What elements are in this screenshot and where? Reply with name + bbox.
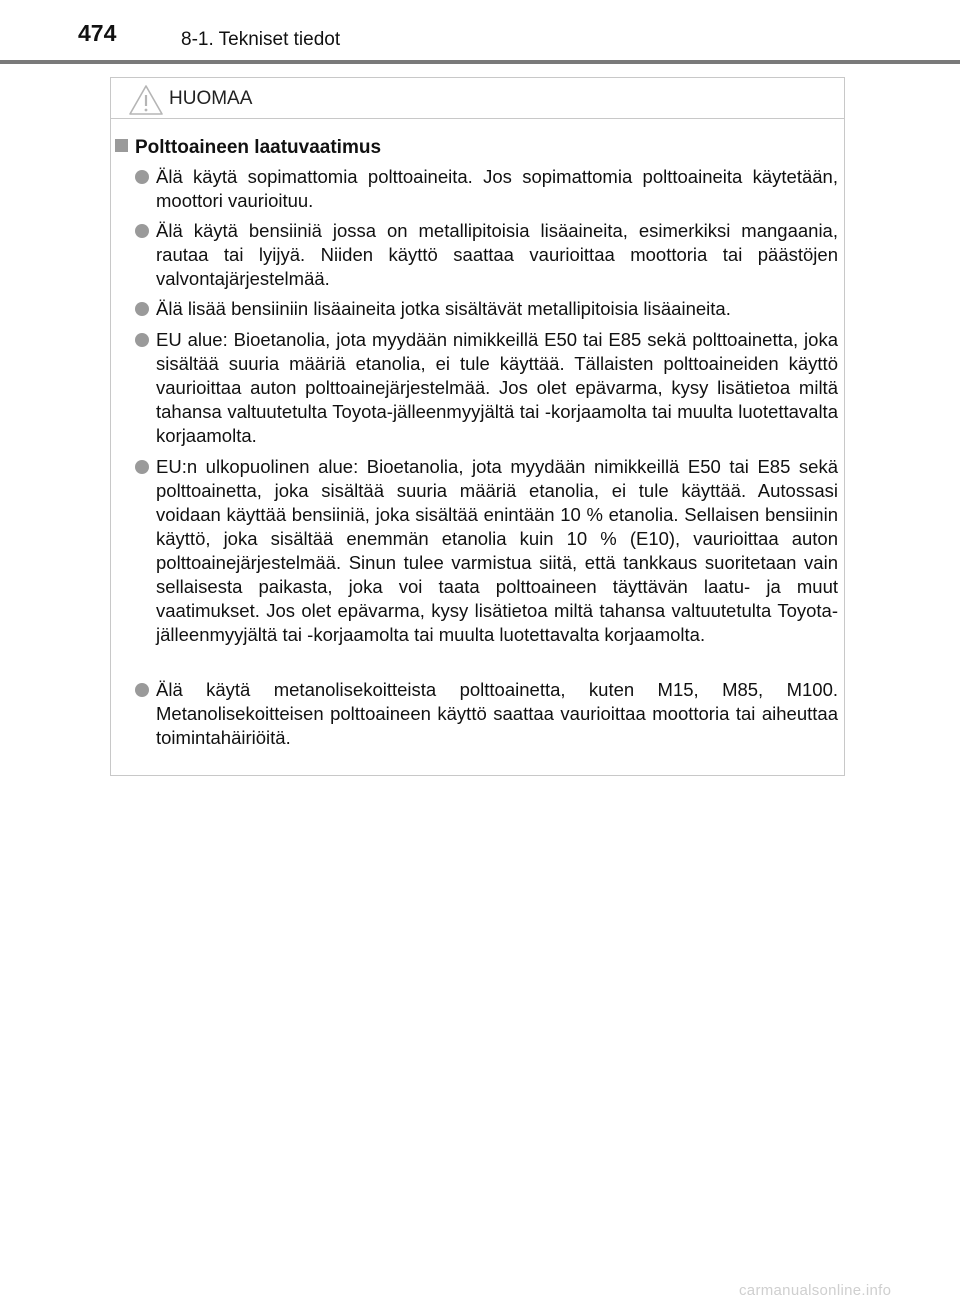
list-item-text: EU:n ulkopuolinen alue: Bioetanolia, jota myydään nimikkeillä E50 tai E85 sekä polttoainetta, joka sisältää suuria määriä etanolia, ei tule käyttää. Autossasi voidaan käyttää bensiiniä, joka sisältää enintään 10 % etanolia. Sellaisen bensiinin käyttö, joka sisältää enemmän etanolia kuin 10 % (E10), vaurioittaa auton polttoainejärjestelmää. Sinun tulee varmistua siitä, että tankkaus suoritetaan vain sellaisesta paikasta, joka voi taata polttoaineen täyttävän laatu- ja muut vaatimukset. Jos olet epävarma, kysy lisätietoa miltä tahansa valtuutetulta Toyota-jälleenmyyjältä tai -korjaamolta tai muulta luotettavalta korjaamolta. bbox=[156, 456, 838, 645]
list-item bbox=[135, 297, 838, 321]
subheading bbox=[115, 137, 381, 159]
list-item-text: Älä käytä bensiiniä jossa on metallipitoisia lisäaineita, esimerkiksi mangaania, rautaa tai lyijyä. Niiden käyttö saattaa vaurioittaa moottoria tai päästöjen valvontajärjestelmää. bbox=[156, 220, 838, 289]
section-title: 8-1. Tekniset tiedot bbox=[181, 29, 341, 50]
list-item-text: Älä käytä metanolisekoitteista polttoainetta, kuten M15, M85, M100. Metanolisekoitteisen polttoaineen käyttö saattaa vaurioittaa moottoria tai aiheuttaa toimintahäiriöitä. bbox=[156, 679, 838, 748]
notice-title: HUOMAA bbox=[169, 88, 253, 109]
round-bullet-icon bbox=[135, 224, 149, 238]
warning-triangle-icon bbox=[128, 84, 164, 116]
list-item bbox=[135, 455, 838, 647]
round-bullet-icon bbox=[135, 302, 149, 316]
round-bullet-icon bbox=[135, 170, 149, 184]
list-item-text: EU alue: Bioetanolia, jota myydään nimikkeillä E50 tai E85 sekä polttoainetta, joka sisältää suuria määriä etanolia, ei tule käyttää. Tällaisten polttoaineiden käyttö vaurioittaa auton polttoainejärjestelmää. Jos olet epävarma, kysy lisätietoa miltä tahansa valtuutetulta Toyota-jälleenmyyjältä tai -korjaamolta tai muulta luotettavalta korjaamolta. bbox=[156, 329, 838, 446]
page-number: 474 bbox=[78, 20, 117, 46]
notice-box bbox=[110, 77, 845, 776]
list-item bbox=[135, 165, 838, 213]
round-bullet-icon bbox=[135, 460, 149, 474]
round-bullet-icon bbox=[135, 683, 149, 697]
header-divider bbox=[0, 60, 960, 64]
subheading-text: Polttoaineen laatuvaatimus bbox=[135, 137, 382, 158]
list-item-text: Älä käytä sopimattomia polttoaineita. Jos sopimattomia polttoaineita käytetään, moottori vaurioituu. bbox=[156, 166, 838, 211]
list-item bbox=[135, 328, 838, 448]
notice-header bbox=[111, 78, 844, 119]
list-item bbox=[135, 678, 838, 750]
list-item-text: Älä lisää bensiiniin lisäaineita jotka sisältävät metallipitoisia lisäaineita. bbox=[156, 298, 731, 319]
round-bullet-icon bbox=[135, 333, 149, 347]
square-bullet-icon bbox=[115, 139, 128, 152]
list-item bbox=[135, 219, 838, 291]
page-header bbox=[0, 0, 960, 64]
watermark: carmanualsonline.info bbox=[739, 1282, 892, 1299]
